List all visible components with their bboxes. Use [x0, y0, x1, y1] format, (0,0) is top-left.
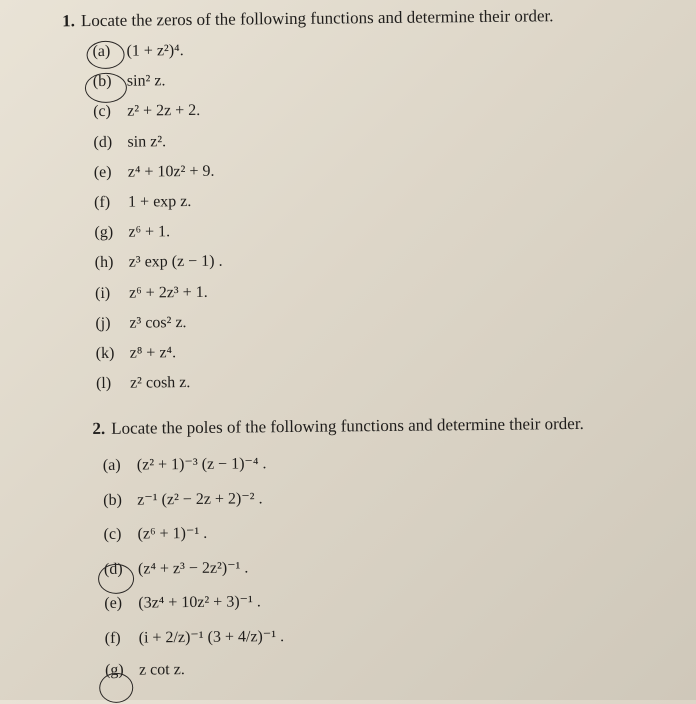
problem1-item-k	[96, 344, 177, 363]
item-expression: sin² z.	[126, 72, 166, 90]
item-label: (g)	[104, 661, 124, 679]
item-expression: (z² + 1)⁻³ (z − 1)⁻⁴ .	[136, 455, 267, 474]
item-expression: z³ exp (z − 1) .	[128, 253, 223, 272]
problem-1-number: 1.	[62, 11, 76, 31]
item-expression: (z⁶ + 1)⁻¹ .	[137, 524, 208, 543]
item-label: (h)	[94, 254, 114, 272]
item-label: (c)	[93, 103, 112, 121]
problem1-item-e	[94, 163, 215, 182]
problem2-item-e	[104, 591, 261, 613]
item-label: (a)	[102, 456, 121, 474]
item-label: (f)	[104, 629, 121, 647]
item-label: (k)	[95, 344, 115, 363]
item-expression: z cot z.	[138, 661, 185, 679]
problem1-item-j	[95, 314, 186, 333]
item-label: (d)	[93, 133, 113, 151]
problem2-item-a	[103, 453, 267, 475]
item-label: (e)	[93, 163, 112, 181]
item-label: (b)	[92, 73, 112, 91]
problem2-item-b	[103, 488, 262, 510]
pen-circle-2d	[98, 564, 134, 594]
item-expression: z⁴ + 10z² + 9.	[127, 162, 215, 181]
item-expression: z³ cos² z.	[129, 313, 187, 332]
item-label: (a)	[92, 42, 111, 61]
item-expression: z⁶ + 1.	[128, 223, 171, 241]
item-expression: (1 + z²)⁴.	[126, 42, 184, 60]
problem1-item-h	[95, 253, 223, 272]
pen-circle-1a	[86, 41, 124, 69]
problem1-item-f	[94, 193, 191, 212]
pen-circle-1b	[85, 73, 127, 103]
item-label: (b)	[103, 491, 122, 509]
item-expression: z⁶ + 2z³ + 1.	[128, 283, 208, 302]
item-label: (i)	[94, 284, 111, 302]
item-label: (g)	[94, 224, 114, 242]
problem1-item-d	[93, 133, 166, 152]
item-label: (l)	[95, 375, 112, 393]
item-label: (c)	[103, 525, 122, 543]
problem-2-heading	[92, 414, 583, 439]
problem-1-heading	[62, 6, 553, 31]
item-expression: z⁸ + z⁴.	[129, 344, 177, 362]
problem2-item-c	[103, 523, 207, 544]
item-expression: sin z².	[127, 132, 167, 151]
item-label: (j)	[95, 314, 111, 332]
problem1-item-c	[93, 102, 200, 121]
problem2-item-f	[105, 626, 285, 648]
problem1-item-l	[96, 374, 191, 393]
problem1-item-i	[95, 283, 208, 302]
item-expression: (i + 2/z)⁻¹ (3 + 4/z)⁻¹ .	[138, 627, 285, 647]
item-expression: 1 + exp z.	[128, 193, 192, 211]
item-expression: z² + 2z + 2.	[127, 102, 201, 121]
problem-1-prompt: Locate the zeros of the following functions and determine their order.	[80, 6, 554, 31]
item-expression: z² cosh z.	[129, 374, 191, 392]
item-label: (e)	[104, 594, 123, 612]
item-expression: (3z⁴ + 10z² + 3)⁻¹ .	[138, 593, 261, 612]
problem-2-prompt: Locate the poles of the following functions and determine their order.	[111, 413, 584, 438]
item-label: (d)	[103, 560, 123, 578]
item-label: (f)	[94, 193, 111, 212]
pen-circle-2g	[99, 673, 133, 703]
item-expression: (z⁴ + z³ − 2z²)⁻¹ .	[137, 558, 249, 578]
item-expression: z⁻¹ (z² − 2z + 2)⁻² .	[137, 489, 263, 509]
problem1-item-g	[94, 223, 170, 242]
problem-2-number: 2.	[92, 418, 106, 439]
